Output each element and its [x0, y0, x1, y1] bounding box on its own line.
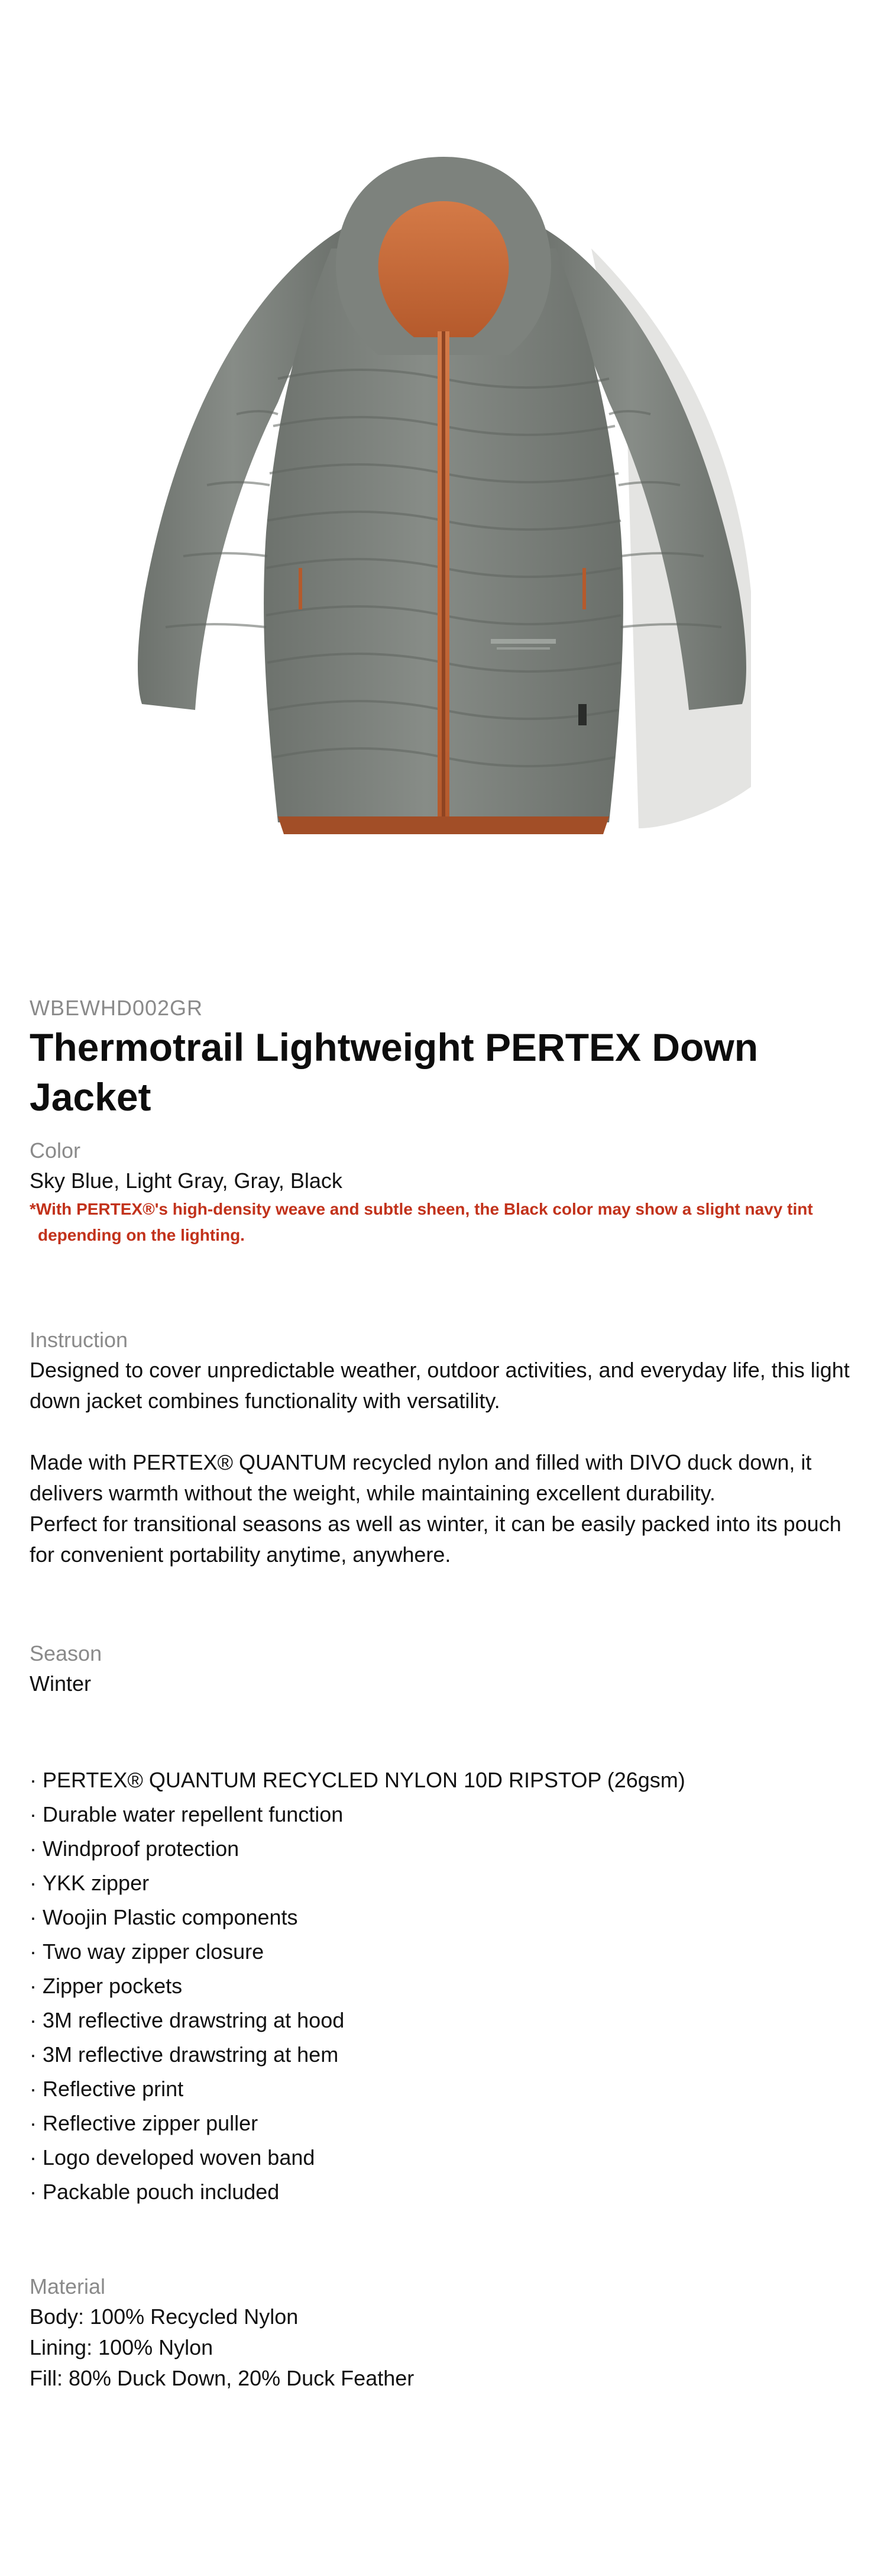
material-label: Material — [30, 2274, 106, 2299]
feature-item: · Logo developed woven band — [30, 2141, 857, 2175]
feature-item: · Zipper pockets — [30, 1969, 857, 2003]
color-value: Sky Blue, Light Gray, Gray, Black — [30, 1168, 342, 1193]
color-label: Color — [30, 1138, 81, 1163]
color-note-line-2: depending on the lighting. — [38, 1226, 245, 1244]
product-image — [0, 0, 887, 947]
material-section — [30, 2272, 857, 2394]
instruction-paragraph-3: Perfect for transitional seasons as well as winter, it can be easily packed into its pouch for convenient portability anytime, anywhere. — [30, 1512, 841, 1567]
instruction-label: Instruction — [30, 1328, 128, 1352]
feature-item: · Two way zipper closure — [30, 1935, 857, 1969]
instruction-paragraph-2: Made with PERTEX® QUANTUM recycled nylon and filled with DIVO duck down, it delivers warmth without the weight, while maintaining excellent durability. — [30, 1450, 812, 1505]
feature-item: · Woojin Plastic components — [30, 1900, 857, 1935]
season-value: Winter — [30, 1671, 92, 1696]
material-lining: Lining: 100% Nylon — [30, 2335, 213, 2359]
feature-item: · YKK zipper — [30, 1866, 857, 1900]
feature-item: · Packable pouch included — [30, 2175, 857, 2209]
feature-item: · Reflective print — [30, 2072, 857, 2106]
features-section — [30, 1763, 857, 2209]
season-section — [30, 1639, 857, 1699]
color-note — [30, 1196, 857, 1248]
features-list — [30, 1763, 857, 2209]
material-fill: Fill: 80% Duck Down, 20% Duck Feather — [30, 2366, 415, 2390]
product-details — [30, 994, 857, 2390]
instruction-paragraph-1: Designed to cover unpredictable weather, outdoor activities, and everyday life, this light down jacket combines functionality with versatility. — [30, 1358, 850, 1413]
instruction-section — [30, 1325, 869, 1570]
color-section — [30, 1136, 857, 1248]
feature-item: · Durable water repellent function — [30, 1797, 857, 1832]
material-body: Body: 100% Recycled Nylon — [30, 2304, 299, 2329]
color-note-line-1: *With PERTEX®'s high-density weave and subtle sheen, the Black color may show a slight navy tint — [30, 1200, 813, 1218]
feature-item: · Reflective zipper puller — [30, 2106, 857, 2141]
product-title: Thermotrail Lightweight PERTEX Down Jacket — [30, 1025, 759, 1119]
feature-item: · PERTEX® QUANTUM RECYCLED NYLON 10D RIPSTOP (26gsm) — [30, 1763, 857, 1797]
season-label: Season — [30, 1641, 102, 1665]
feature-item: · 3M reflective drawstring at hood — [30, 2003, 857, 2038]
feature-item: · Windproof protection — [30, 1832, 857, 1866]
product-sku: WBEWHD002GR — [30, 996, 203, 1020]
feature-item: · 3M reflective drawstring at hem — [30, 2038, 857, 2072]
jacket-illustration — [0, 0, 887, 947]
